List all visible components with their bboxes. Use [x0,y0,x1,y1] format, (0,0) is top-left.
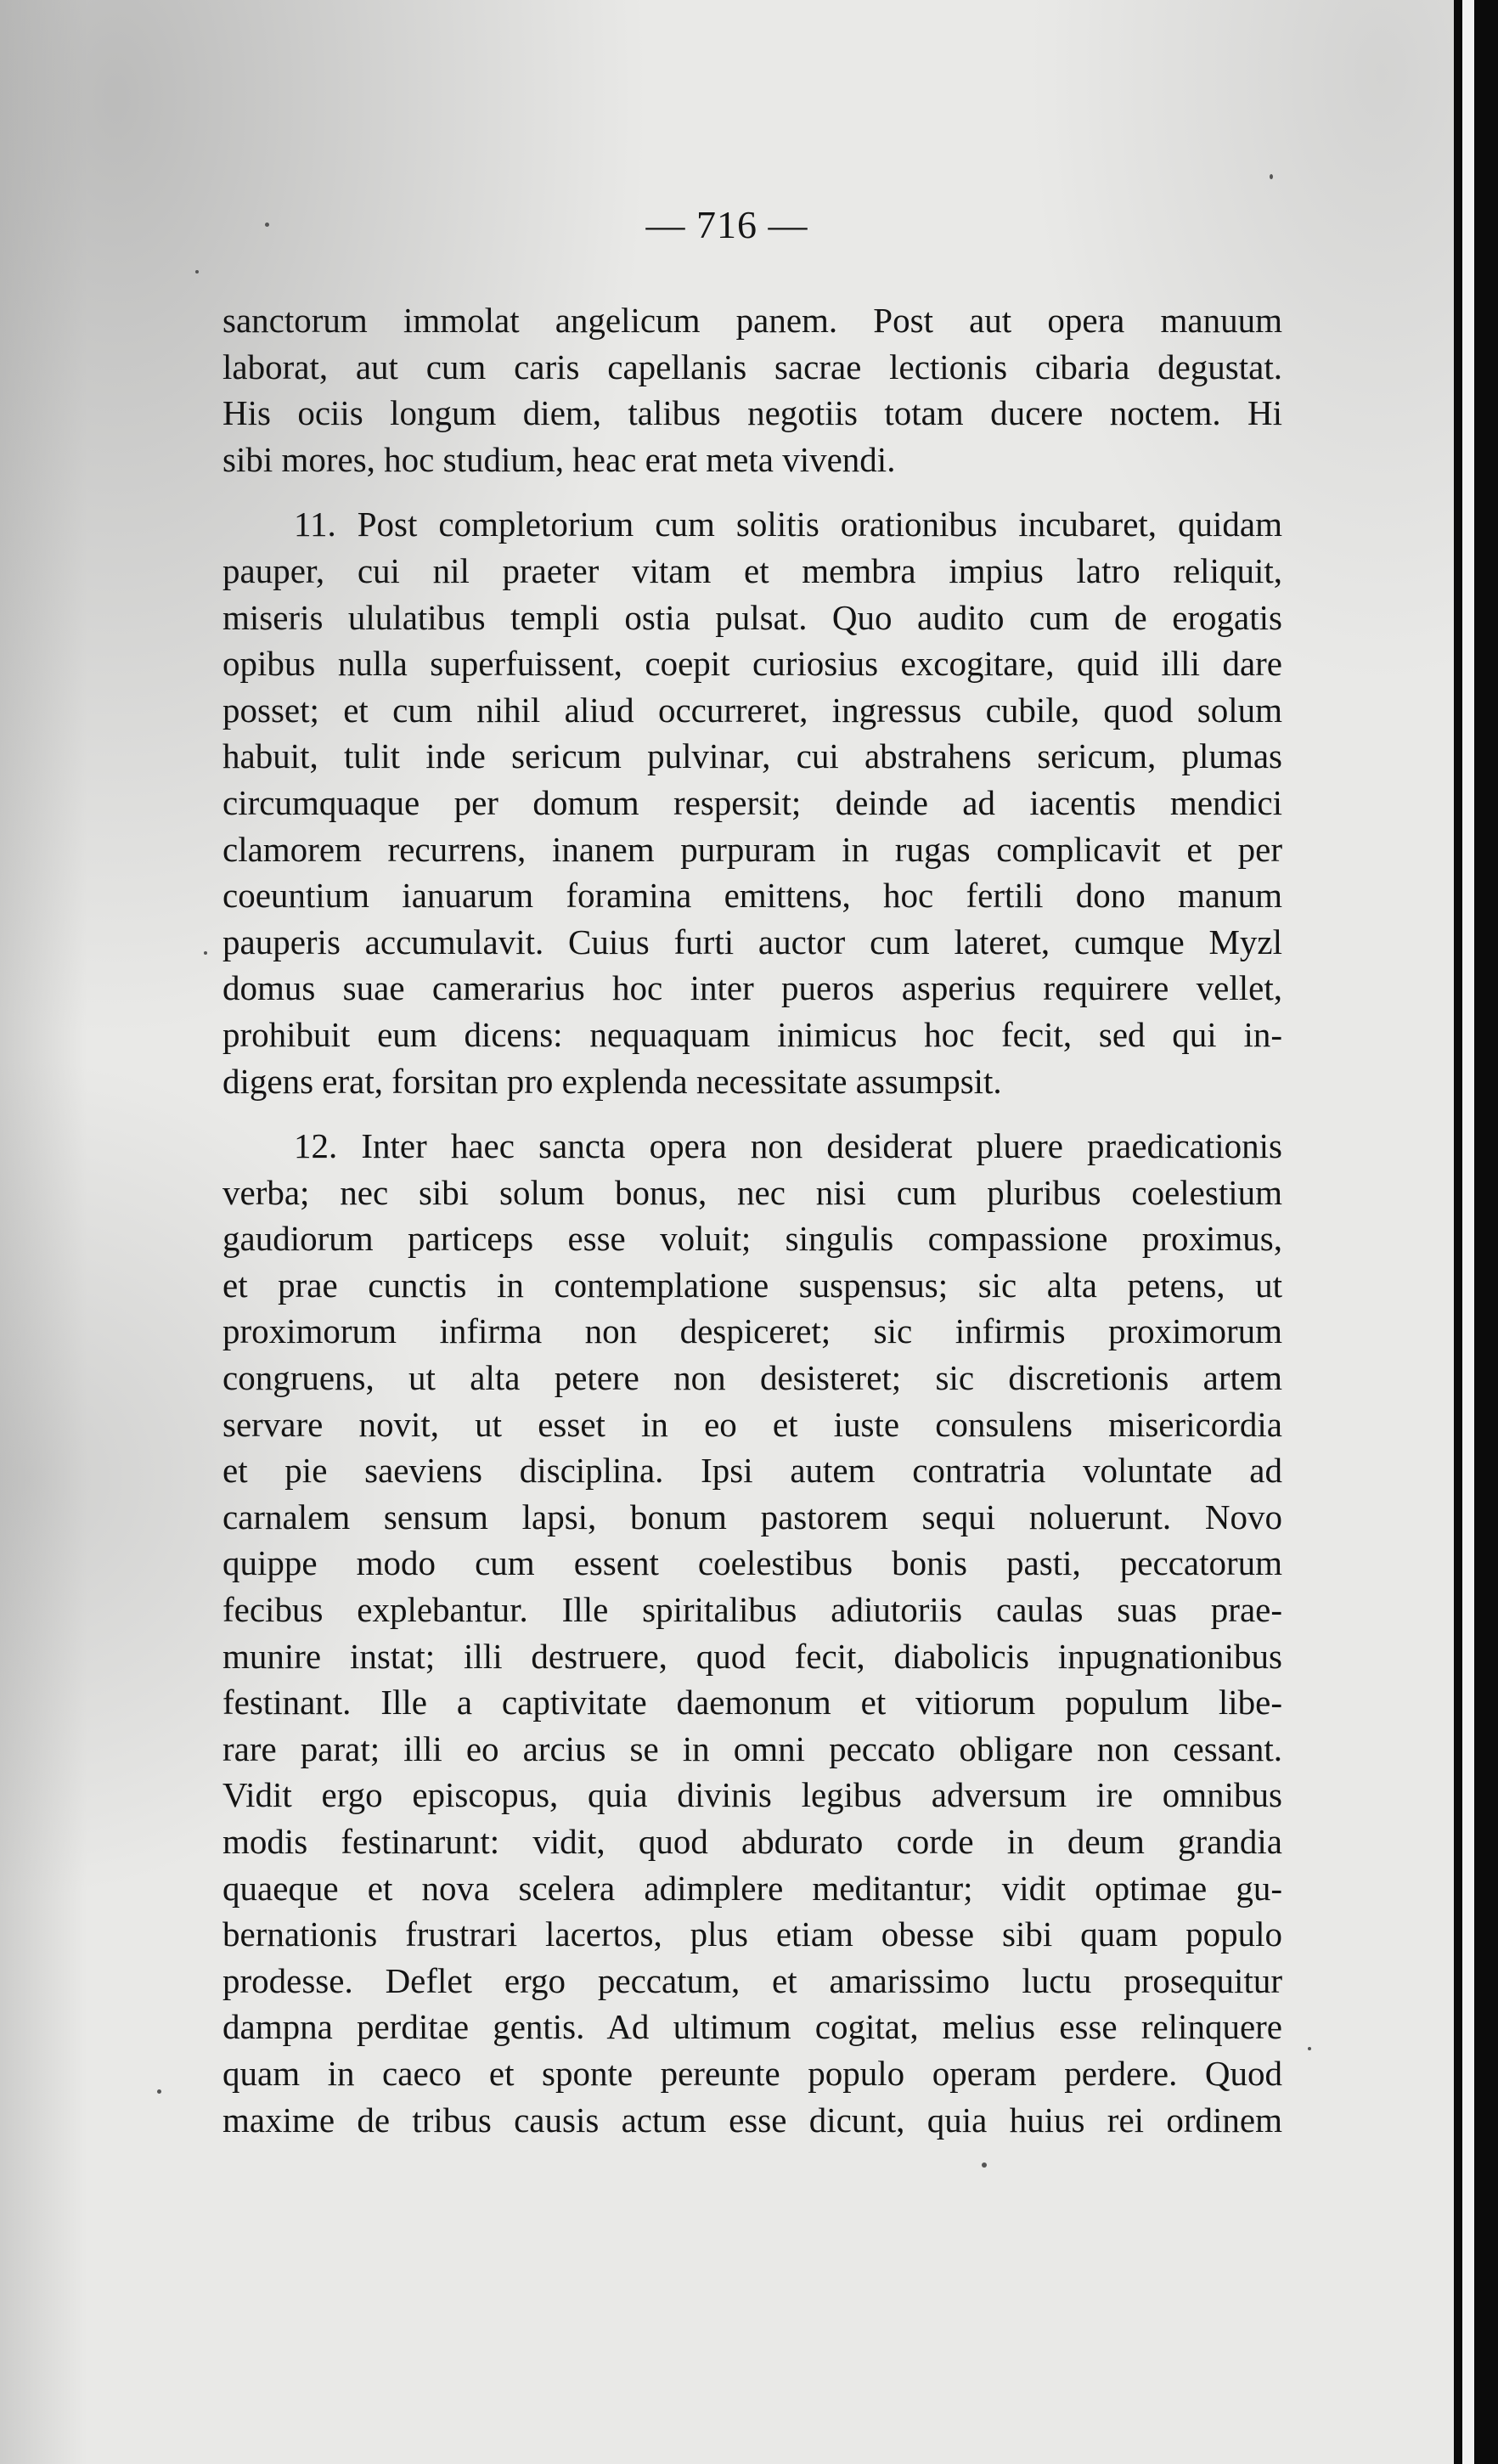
body-text [222,297,1282,2143]
text-line: bernationis frustrari lacertos, plus etiam obesse sibi quam populo [222,1914,1282,1954]
text-line: miseris ululatibus templi ostia pulsat. Quo audito cum de erogatis [222,597,1282,637]
text-line: rare parat; illi eo arcius se in omni peccato obligare non cessant. [222,1728,1282,1768]
paragraph-1 [222,297,1282,482]
text-line: opibus nulla superfuissent, coepit curiosius excogitare, quid illi dare [222,644,1282,684]
text-line: circumquaque per domum respersit; deinde ad iacentis mendici [222,782,1282,822]
page-number: — 716 — [645,203,808,246]
text-line: 11. Post completorium cum solitis orationibus incubaret, quidam [294,505,1282,544]
scan-speck [204,951,207,955]
text-line: prodesse. Deflet ergo peccatum, et amarissimo luctu prosequitur [222,1960,1282,2000]
text-line: 12. Inter haec sancta opera non desiderat pluere praedicationis [294,1126,1282,1166]
scan-speck [1308,2047,1311,2050]
text-line: sibi mores, hoc studium, heac erat meta vivendi. [222,439,896,479]
text-line: habuit, tulit inde sericum pulvinar, cui abstrahens sericum, plumas [222,736,1282,776]
text-line: carnalem sensum lapsi, bonum pastorem sequi noluerunt. Novo [222,1497,1282,1536]
scan-speck [195,270,199,273]
scan-speck [982,2162,987,2168]
text-line: domus suae camerarius hoc inter pueros asperius requirere vellet, [222,968,1282,1008]
text-line: et prae cunctis in contemplatione suspensus; sic alta petens, ut [222,1265,1282,1305]
text-line: digens erat, forsitan pro explenda necessitate assumpsit. [222,1061,1002,1101]
text-line: prohibuit eum dicens: nequaquam inimicus hoc fecit, sed qui in- [222,1014,1282,1054]
scan-speck [265,223,269,227]
paragraph-11 [222,501,1282,1104]
text-line: Vidit ergo episcopus, quia divinis legibus adversum ire omnibus [222,1775,1282,1815]
text-line: quam in caeco et sponte pereunte populo operam perdere. Quod [222,2053,1282,2093]
text-line: His ociis longum diem, talibus negotiis totam ducere noctem. Hi [222,393,1282,433]
text-line: maxime de tribus causis actum esse dicunt, quia huius rei ordinem [222,2100,1282,2140]
text-line: servare novit, ut esset in eo et iuste consulens misericordia [222,1404,1282,1444]
text-line: proximorum infirma non despiceret; sic infirmis proximorum [222,1311,1282,1351]
text-line: congruens, ut alta petere non desisteret; sic discretionis artem [222,1358,1282,1398]
text-line: clamorem recurrens, inanem purpuram in rugas complicavit et per [222,829,1282,869]
text-line: pauperis accumulavit. Cuius furti auctor cum lateret, cumque Myzl [222,922,1282,961]
scan-speck [157,2089,161,2094]
text-line: pauper, cui nil praeter vitam et membra impius latro reliquit, [222,550,1282,590]
text-line: festinant. Ille a captivitate daemonum et vitiorum populum libe- [222,1683,1282,1723]
text-line: gaudiorum particeps esse voluit; singulis compassione proximus, [222,1219,1282,1259]
text-line: dampna perditae gentis. Ad ultimum cogitat, melius esse relinquere [222,2007,1282,2047]
text-line: quaeque et nova scelera adimplere meditantur; vidit optimae gu- [222,1868,1282,1908]
text-line: coeuntium ianuarum foramina emittens, hoc fertili dono manum [222,876,1282,916]
scan-speck [1270,174,1273,179]
text-line: laborat, aut cum caris capellanis sacrae lectionis cibaria degustat. [222,347,1282,386]
text-line: verba; nec sibi solum bonus, nec nisi cum pluribus coelestium [222,1172,1282,1212]
scan-border-strip [1462,0,1474,2464]
text-line: et pie saeviens disciplina. Ipsi autem contratria voluntate ad [222,1451,1282,1491]
text-line: posset; et cum nihil aliud occurreret, ingressus cubile, quod solum [222,690,1282,730]
paragraph-12 [222,1123,1282,2143]
text-line: sanctorum immolat angelicum panem. Post aut opera manuum [222,301,1282,340]
scan-border [1454,0,1498,2464]
text-line: munire instat; illi destruere, quod fecit, diabolicis inpugnationibus [222,1636,1282,1676]
text-line: quippe modo cum essent coelestibus bonis pasti, peccatorum [222,1543,1282,1583]
text-line: modis festinarunt: vidit, quod abdurato corde in deum grandia [222,1822,1282,1861]
text-line: fecibus explebantur. Ille spiritalibus adiutoriis caulas suas prae- [222,1590,1282,1630]
